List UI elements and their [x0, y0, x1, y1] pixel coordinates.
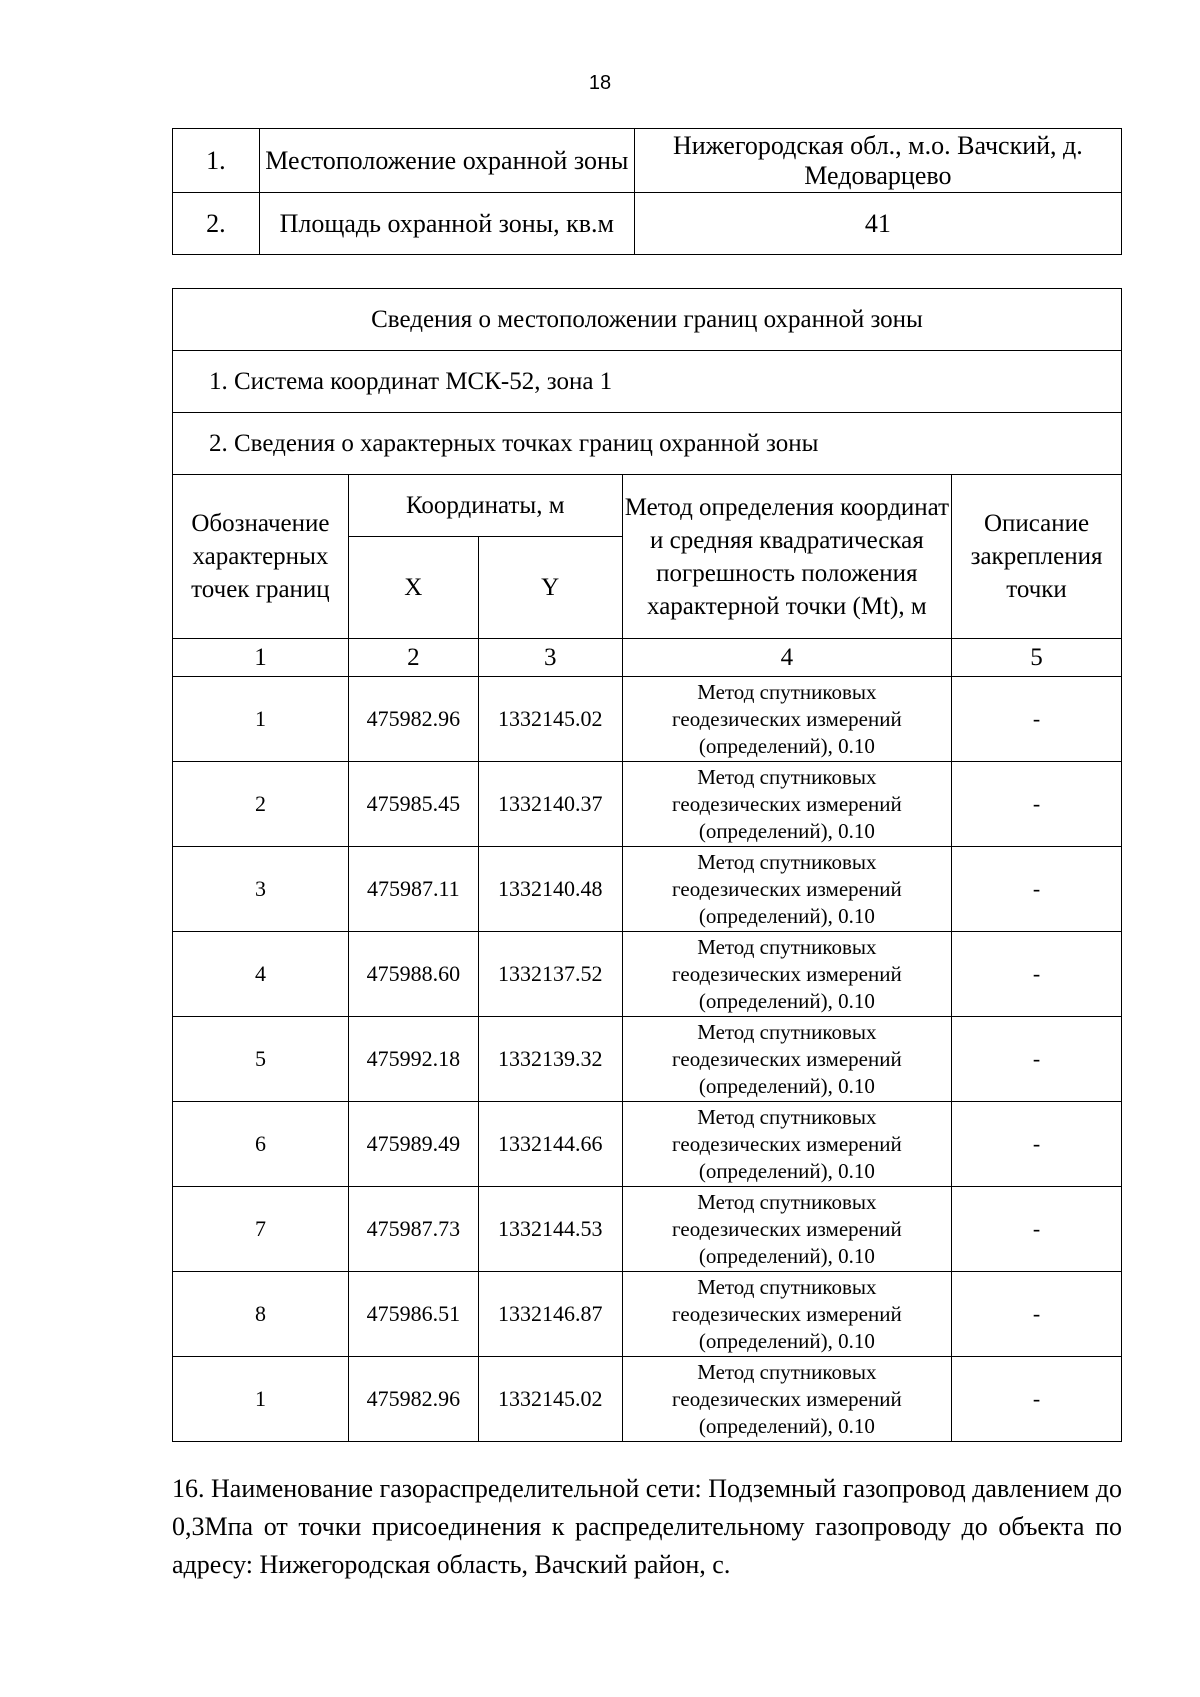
fixing-description: - — [952, 1272, 1122, 1357]
method — [622, 1187, 951, 1272]
fixing-description: - — [952, 762, 1122, 847]
table-title: Сведения о местоположении границ охранной зоны — [173, 289, 1122, 351]
table-row — [173, 677, 1122, 762]
header-designation: Обозначение характерных точек границ — [173, 475, 349, 639]
column-number: 4 — [622, 639, 951, 677]
coordinate-system: 1. Система координат МСК-52, зона 1 — [173, 351, 1122, 413]
point-id: 1 — [173, 677, 349, 762]
coord-y: 1332137.52 — [478, 932, 622, 1017]
method-line: (определений), 0.10 — [698, 903, 875, 928]
header-row — [173, 475, 1122, 537]
point-id: 3 — [173, 847, 349, 932]
header-description: Описание закрепления точки — [952, 475, 1122, 639]
zone-info-table — [172, 128, 1122, 255]
coord-x: 475985.45 — [348, 762, 478, 847]
coordinate-system-row — [173, 351, 1122, 413]
column-number: 2 — [348, 639, 478, 677]
boundary-coordinates-table — [172, 288, 1122, 1442]
table-row — [173, 1187, 1122, 1272]
method — [622, 1272, 951, 1357]
column-numbers-row — [173, 639, 1122, 677]
coord-x: 475982.96 — [348, 677, 478, 762]
method — [622, 762, 951, 847]
table-title-row — [173, 289, 1122, 351]
row-label: Площадь охранной зоны, кв.м — [259, 193, 634, 255]
point-id: 6 — [173, 1102, 349, 1187]
table-row — [173, 1017, 1122, 1102]
method-line: геодезических измерений — [672, 876, 902, 901]
method-line: (определений), 0.10 — [698, 733, 875, 758]
method-line: (определений), 0.10 — [698, 818, 875, 843]
points-title-row — [173, 413, 1122, 475]
column-number: 5 — [952, 639, 1122, 677]
table-row — [173, 1272, 1122, 1357]
method — [622, 677, 951, 762]
method-line: геодезических измерений — [672, 1216, 902, 1241]
method-line: (определений), 0.10 — [698, 1158, 875, 1183]
coord-x: 475986.51 — [348, 1272, 478, 1357]
row-number: 2. — [173, 193, 260, 255]
method-line: (определений), 0.10 — [698, 1328, 875, 1353]
point-id: 8 — [173, 1272, 349, 1357]
row-value: 41 — [634, 193, 1121, 255]
coord-x: 475988.60 — [348, 932, 478, 1017]
fixing-description: - — [952, 1357, 1122, 1442]
method-line: Метод спутниковых — [697, 849, 877, 874]
coord-y: 1332140.37 — [478, 762, 622, 847]
row-value: Нижегородская обл., м.о. Вачский, д. Медоварцево — [634, 129, 1121, 193]
coord-x: 475987.73 — [348, 1187, 478, 1272]
coord-x: 475982.96 — [348, 1357, 478, 1442]
method-line: Метод спутниковых — [697, 1189, 877, 1214]
header-x: X — [348, 537, 478, 639]
method-line: (определений), 0.10 — [698, 988, 875, 1013]
table-row — [173, 847, 1122, 932]
row-label: Местоположение охранной зоны — [259, 129, 634, 193]
fixing-description: - — [952, 1187, 1122, 1272]
fixing-description: - — [952, 1102, 1122, 1187]
method-line: геодезических измерений — [672, 791, 902, 816]
method-line: Метод спутниковых — [697, 1274, 877, 1299]
method-line: (определений), 0.10 — [698, 1413, 875, 1438]
method-line: (определений), 0.10 — [698, 1243, 875, 1268]
coord-y: 1332144.66 — [478, 1102, 622, 1187]
table-row — [173, 1102, 1122, 1187]
method-line: геодезических измерений — [672, 1046, 902, 1071]
column-number: 3 — [478, 639, 622, 677]
header-method: Метод определения координат и средняя квадратическая погрешность положения характерной точки (Mt), м — [622, 475, 951, 639]
table-row — [173, 932, 1122, 1017]
method-line: геодезических измерений — [672, 961, 902, 986]
paragraph-16: 16. Наименование газораспределительной сети: Подземный газопровод давлением до 0,3Мпа от точки присоединения к распределительному газопроводу до объекта по адресу: Нижегородская область, Вачский район, с. — [172, 1474, 1122, 1579]
table-row — [173, 129, 1122, 193]
method — [622, 1357, 951, 1442]
method — [622, 1102, 951, 1187]
coord-x: 475989.49 — [348, 1102, 478, 1187]
method-line: Метод спутниковых — [697, 1019, 877, 1044]
coord-x: 475992.18 — [348, 1017, 478, 1102]
method-line: геодезических измерений — [672, 1301, 902, 1326]
method-line: геодезических измерений — [672, 1131, 902, 1156]
point-id: 2 — [173, 762, 349, 847]
fixing-description: - — [952, 677, 1122, 762]
method-line: (определений), 0.10 — [698, 1073, 875, 1098]
points-title: 2. Сведения о характерных точках границ охранной зоны — [173, 413, 1122, 475]
table-row — [173, 193, 1122, 255]
method — [622, 932, 951, 1017]
header-y: Y — [478, 537, 622, 639]
method-line: Метод спутниковых — [697, 1104, 877, 1129]
header-coordinates: Координаты, м — [348, 475, 622, 537]
method-line: геодезических измерений — [672, 706, 902, 731]
point-id: 5 — [173, 1017, 349, 1102]
point-rows — [173, 677, 1122, 1442]
table-row — [173, 1357, 1122, 1442]
column-number: 1 — [173, 639, 349, 677]
row-number: 1. — [173, 129, 260, 193]
fixing-description: - — [952, 932, 1122, 1017]
coord-y: 1332144.53 — [478, 1187, 622, 1272]
method — [622, 1017, 951, 1102]
method-line: Метод спутниковых — [697, 1359, 877, 1384]
table-row — [173, 762, 1122, 847]
method-line: Метод спутниковых — [697, 934, 877, 959]
method-line: Метод спутниковых — [697, 764, 877, 789]
point-id: 4 — [173, 932, 349, 1017]
coord-x: 475987.11 — [348, 847, 478, 932]
fixing-description: - — [952, 1017, 1122, 1102]
fixing-description: - — [952, 847, 1122, 932]
method-line: Метод спутниковых — [697, 679, 877, 704]
point-id: 7 — [173, 1187, 349, 1272]
page-number: 18 — [588, 72, 612, 94]
coord-y: 1332146.87 — [478, 1272, 622, 1357]
coord-y: 1332145.02 — [478, 677, 622, 762]
method — [622, 847, 951, 932]
coord-y: 1332140.48 — [478, 847, 622, 932]
point-id: 1 — [173, 1357, 349, 1442]
coord-y: 1332145.02 — [478, 1357, 622, 1442]
coord-y: 1332139.32 — [478, 1017, 622, 1102]
method-line: геодезических измерений — [672, 1386, 902, 1411]
